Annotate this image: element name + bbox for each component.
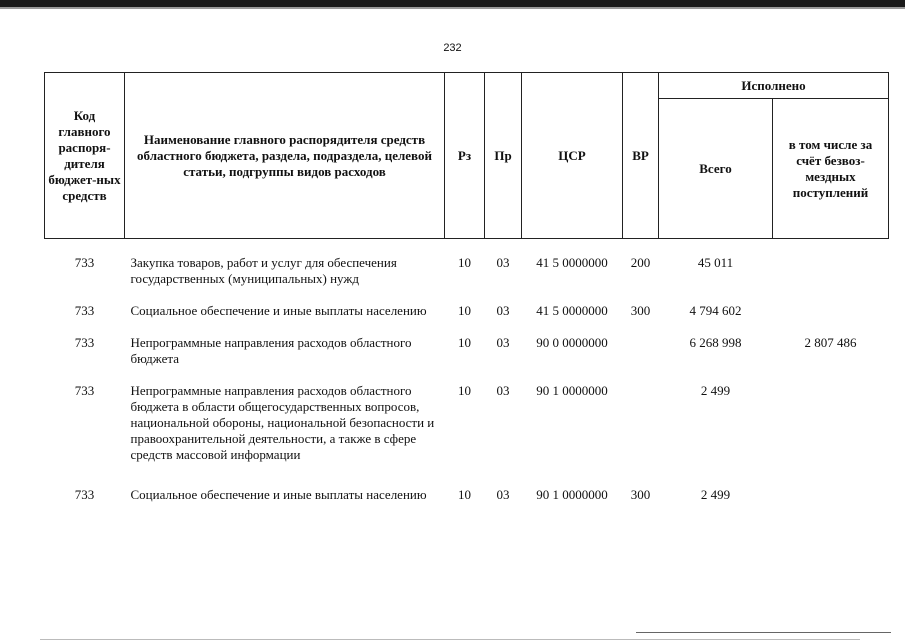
- cell-vr: [623, 383, 659, 487]
- cell-vr: [623, 335, 659, 383]
- cell-vr: 300: [630, 302, 651, 318]
- table-body: [45, 239, 889, 519]
- header-free-receipts: в том числе за счёт безвоз-мездных поступлений: [773, 99, 889, 239]
- cell-total: 4 794 602: [689, 302, 742, 318]
- cell-code: 733: [74, 254, 95, 270]
- cell-free: [773, 487, 889, 519]
- cell-csr: 90 0 0000000: [536, 334, 608, 350]
- budget-execution-table: [44, 72, 889, 519]
- cell-free: 2 807 486: [804, 334, 857, 350]
- cell-name: Закупка товаров, работ и услуг для обеспечения государственных (муниципальных) нужд: [130, 254, 397, 286]
- table-row: [45, 303, 889, 335]
- cell-code: 733: [74, 302, 95, 318]
- cell-name: Непрограммные направления расходов областного бюджета в области общегосударственных вопросов, национальной обороны, национальной безопасности и правоохранительной деятельности, а также в сфере средств массовой информации: [130, 382, 435, 462]
- cell-pr: 03: [496, 302, 510, 318]
- cell-csr: 41 5 0000000: [536, 302, 608, 318]
- scan-top-border: [0, 0, 905, 7]
- page-number: 232: [443, 42, 462, 54]
- table-row: [45, 487, 889, 519]
- cell-vr: 300: [630, 486, 651, 502]
- header-executed: Исполнено: [659, 73, 889, 99]
- cell-rz: 10: [458, 486, 471, 502]
- cell-free: [773, 383, 889, 487]
- cell-name: Социальное обеспечение и иные выплаты населению: [130, 302, 427, 318]
- header-name: Наименование главного распорядителя средств областного бюджета, раздела, подраздела, целевой статьи, подгруппы видов расходов: [125, 73, 445, 239]
- cell-pr: 03: [496, 486, 510, 502]
- header-csr: ЦСР: [522, 73, 623, 239]
- cell-rz: 10: [458, 254, 471, 270]
- cell-name: Непрограммные направления расходов областного бюджета: [130, 334, 412, 366]
- header-rz: Рз: [445, 73, 485, 239]
- cell-rz: 10: [458, 382, 471, 398]
- cell-total: 6 268 998: [689, 334, 742, 350]
- scan-top-border-shadow: [0, 7, 905, 9]
- cell-total: 45 011: [697, 254, 734, 270]
- cell-csr: 41 5 0000000: [536, 254, 608, 270]
- table-row: [45, 383, 889, 487]
- cell-pr: 03: [496, 382, 510, 398]
- cell-code: 733: [74, 334, 95, 350]
- cell-rz: 10: [458, 302, 471, 318]
- header-total: Всего: [659, 99, 773, 239]
- cell-total: 2 499: [700, 382, 731, 398]
- cell-vr: 200: [630, 254, 651, 270]
- cell-rz: 10: [458, 334, 471, 350]
- header-pr: Пр: [485, 73, 522, 239]
- cell-free: [773, 255, 889, 303]
- header-code: Код главного распоря-дителя бюджет-ных средств: [45, 73, 125, 239]
- cell-free: [773, 303, 889, 335]
- scan-bottom-rule: [636, 632, 891, 633]
- header-vr: ВР: [623, 73, 659, 239]
- cell-pr: 03: [496, 254, 510, 270]
- table-row: [45, 335, 889, 383]
- table-header: [45, 73, 889, 239]
- cell-total: 2 499: [700, 486, 731, 502]
- cell-pr: 03: [496, 334, 510, 350]
- cell-csr: 90 1 0000000: [536, 486, 608, 502]
- cell-name: Социальное обеспечение и иные выплаты населению: [130, 486, 427, 502]
- table-row: [45, 255, 889, 303]
- cell-csr: 90 1 0000000: [536, 382, 608, 398]
- cell-code: 733: [74, 486, 95, 502]
- cell-code: 733: [74, 382, 95, 398]
